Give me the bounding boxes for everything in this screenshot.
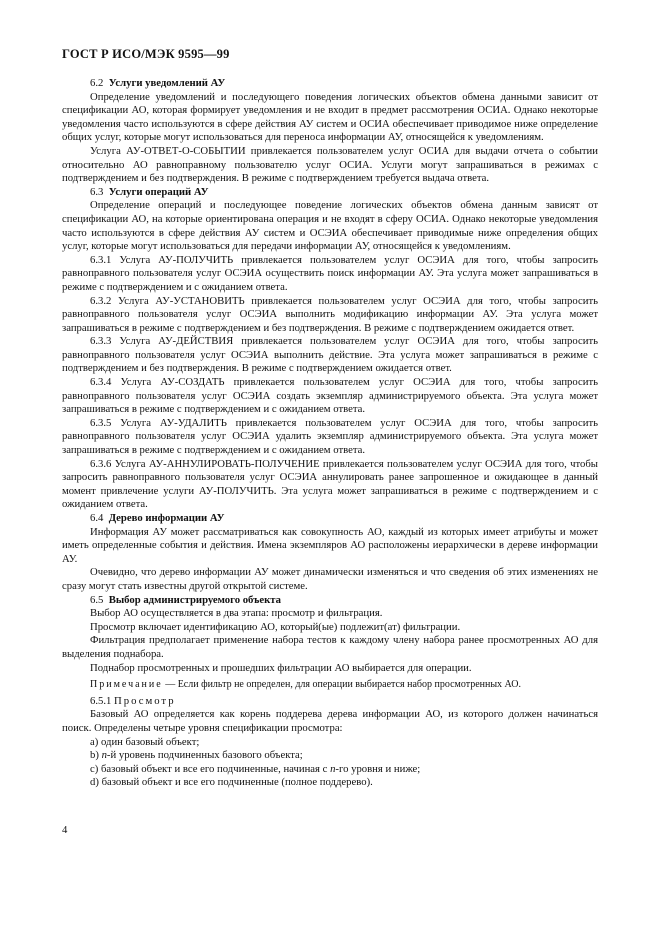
section-heading-6-4: 6.4 Дерево информации АУ: [90, 512, 225, 524]
paragraph: Просмотр включает идентификацию АО, который(ые) подлежит(ат) фильтрации.: [90, 620, 461, 633]
paragraph: Фильтрация предполагает применение набора тестов к каждому члену набора ранее просмотренных АО для выделения поднабора.: [62, 634, 598, 660]
subsection-heading-6-5-1: 6.5.1 Просмотр: [90, 694, 176, 707]
list-item: d) базовый объект и все его подчиненные (полное поддерево).: [90, 776, 373, 789]
paragraph: Выбор АО осуществляется в два этапа: просмотр и фильтрация.: [90, 607, 383, 620]
paragraph-6-3-5: 6.3.5 Услуга АУ-УДАЛИТЬ привлекается пользователем услуг ОСЭИА для того, чтобы запросить равноправного пользователя услуг ОСЭИА удалить экземпляр администрируемого объекта. Эта услуга может запрашиваться в режиме с подтверждением и с ожиданием ответа.: [62, 416, 598, 457]
list-item: a) один базовый объект;: [90, 735, 200, 748]
paragraph: Очевидно, что дерево информации АУ может динамически изменяться и что сведения об этих изменениях не сразу могут стать известны другой открытой системе.: [62, 566, 598, 592]
list-item: c) базовый объект и все его подчиненные, начиная с n-го уровня и ниже;: [90, 762, 421, 775]
list-item: b) n-й уровень подчиненных базового объекта;: [90, 749, 303, 762]
paragraph-6-3-1: 6.3.1 Услуга АУ-ПОЛУЧИТЬ привлекается пользователем услуг ОСЭИА для того, чтобы запросить равноправного пользователя услуг ОСЭИА осуществить поиск информации АУ. Эта услуга может запрашиваться в режиме с подтверждением и с ожиданием ответа.: [62, 253, 598, 293]
paragraph-6-3-2: 6.3.2 Услуга АУ-УСТАНОВИТЬ привлекается пользователем услуг ОСЭИА для того, чтобы запросить равноправного пользователя услуг ОСЭИА выполнить модификацию информации АУ. Эта услуга может запрашиваться в режиме с подтверждением и без подтверждения. В режиме с подтверждением ожидается ответ.: [62, 294, 598, 334]
section-heading-6-2: 6.2 Услуги уведомлений АУ: [90, 77, 226, 89]
paragraph: Определение операций и последующее поведение логических объектов обмена данным зависят от спецификации АО, на которые ориентирована операция и не входят в сферу ОСИА. Однако некоторые уведомления часто используются в сфере действия АУ систем и ОСЭИА обеспечивает приводимые ниже определения общих услуг, которые могут использоваться для передачи информации АУ, относящейся к уведомлениям.: [62, 199, 598, 253]
note-label: Примечание: [90, 679, 163, 691]
paragraph: Поднабор просмотренных и прошедших фильтрации АО выбирается для операции.: [90, 661, 472, 674]
paragraph: Базовый АО определяется как корень поддерева дерева информации АО, из которого должен начинаться поиск. Определены четыре уровня спецификации просмотра:: [62, 708, 598, 734]
paragraph-6-3-3: 6.3.3 Услуга АУ-ДЕЙСТВИЯ привлекается пользователем услуг ОСЭИА для того, чтобы запросить равноправного пользователя услуг ОСЭИА выполнить действие. Эта услуга может запрашиваться в режиме с подтверждением и без подтверждения. В режиме с подтверждением ожидается ответ.: [62, 335, 598, 375]
paragraph-6-3-4: 6.3.4 Услуга АУ-СОЗДАТЬ привлекается пользователем услуг ОСЭИА для того, чтобы запросить равноправного пользователя услуг ОСЭИА создать экземпляр администрируемого объекта. Эта услуга может запрашиваться в режиме с подтверждением и с ожиданием ответа.: [62, 376, 598, 416]
section-heading-6-3: 6.3 Услуги операций АУ: [90, 185, 209, 198]
note: [62, 678, 598, 692]
page-header: ГОСТ Р ИСО/МЭК 9595—99: [62, 47, 230, 61]
page-number: 4: [62, 824, 68, 836]
paragraph: Услуга АУ-ОТВЕТ-О-СОБЫТИИ привлекается пользователем услуг ОСИА для выдачи отчета о событии относительно АО равноправному пользователю услуг ОСИА. Услуги могут запрашиваться в режимах с подтверждением и без подтверждения. В режиме с подтверждением требуется выдача ответа.: [62, 144, 598, 185]
note-text: — Если фильтр не определен, для операции выбирается набор просмотренных АО.: [162, 679, 521, 691]
paragraph: Информация АУ может рассматриваться как совокупность АО, каждый из которых имеет атрибуты и может иметь определенные события и действия. Имена экземпляров АО расположены иерархически в дереве информации АУ.: [62, 525, 598, 565]
document-body: [62, 77, 598, 790]
paragraph-6-3-6: 6.3.6 Услуга АУ-АННУЛИРОВАТЬ-ПОЛУЧЕНИЕ привлекается пользователем услуг ОСЭИА для того, чтобы запросить равноправного пользователя услуг ОСЭИА аннулировать ранее запрошенное и ожидающее в данный момент привлечение услуги АУ-ПОЛУЧИТЬ. Эта услуга может запрашиваться в режиме с подтверждением и с ожиданием ответа.: [62, 457, 598, 511]
paragraph: Определение уведомлений и последующего поведения логических объектов обмена данными зависит от спецификации АО, которая формирует уведомления и не входит в предмет рассмотрения ОСИА. Однако некоторые уведомления часто используются в сфере действия АУ систем и ОСИА обеспечивает приводимое ниже определение общих услуг, которые могут использоваться для переноса информации АУ, относящейся к уведомлениям.: [62, 90, 598, 144]
section-heading-6-5: 6.5 Выбор администрируемого объекта: [90, 593, 281, 606]
